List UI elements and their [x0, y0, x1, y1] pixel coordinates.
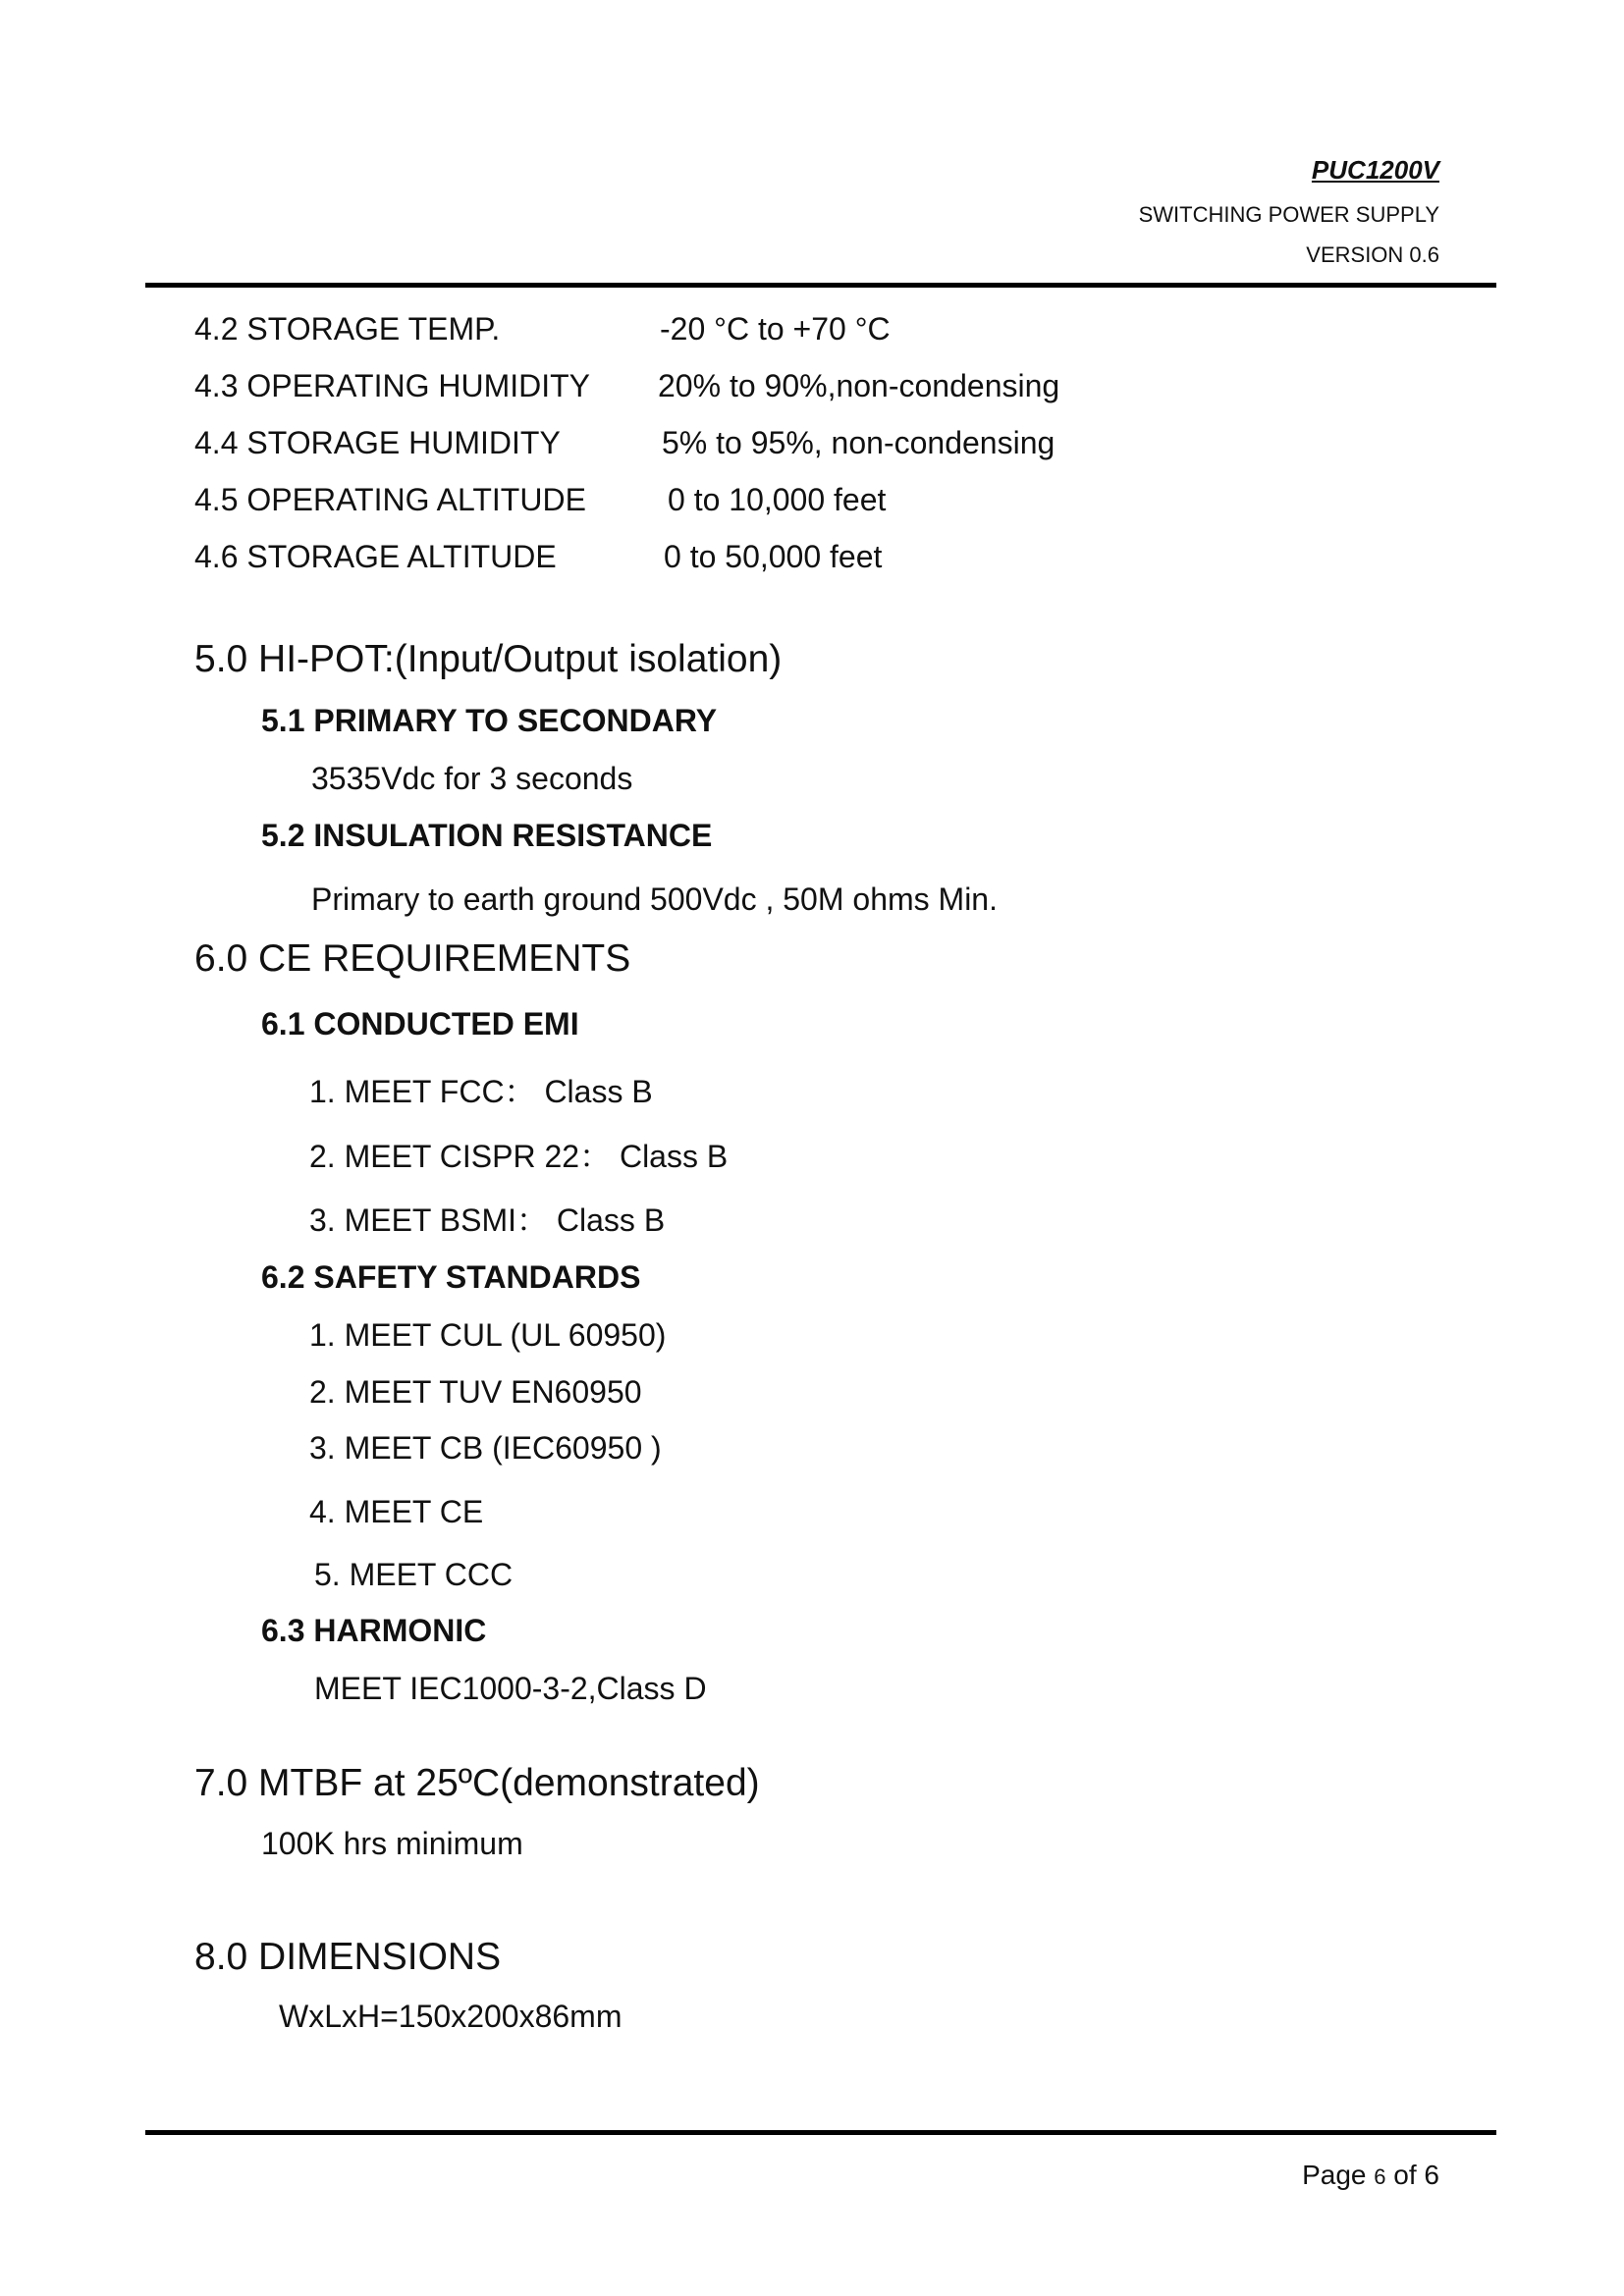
- subsection-title-harmonic: 6.3 HARMONIC: [261, 1613, 487, 1648]
- subsection-title-safety-standards: 6.2 SAFETY STANDARDS: [261, 1259, 641, 1295]
- document-version: VERSION 0.6: [1306, 242, 1439, 267]
- footer-rule: [145, 2130, 1496, 2135]
- emi-item: 2. MEET CISPR 22： Class B: [309, 1139, 729, 1174]
- spec-label-operating-altitude: 4.5 OPERATING ALTITUDE: [194, 482, 586, 517]
- spec-value-storage-temp: -20 °C to +70 °C: [660, 311, 891, 347]
- mtbf-value: 100K hrs minimum: [261, 1826, 523, 1861]
- subsection-title-primary-secondary: 5.1 PRIMARY TO SECONDARY: [261, 703, 718, 738]
- section-title-hipot: 5.0 HI-POT:(Input/Output isolation): [194, 638, 783, 680]
- document-subtitle: SWITCHING POWER SUPPLY: [1138, 202, 1439, 227]
- harmonic-value: MEET IEC1000-3-2,Class D: [314, 1671, 707, 1706]
- spec-value-operating-humidity: 20% to 90%,non-condensing: [658, 368, 1060, 403]
- page-prefix: Page: [1302, 2160, 1375, 2190]
- spec-label-storage-altitude: 4.6 STORAGE ALTITUDE: [194, 539, 557, 574]
- spec-label-storage-temp: 4.2 STORAGE TEMP.: [194, 311, 501, 347]
- subsection-title-conducted-emi: 6.1 CONDUCTED EMI: [261, 1006, 579, 1041]
- section-title-dimensions: 8.0 DIMENSIONS: [194, 1936, 502, 1978]
- spec-value-storage-humidity: 5% to 95%, non-condensing: [662, 425, 1056, 460]
- safety-item: 1. MEET CUL (UL 60950): [309, 1317, 667, 1353]
- safety-item: 2. MEET TUV EN60950: [309, 1374, 642, 1410]
- page-number: [1302, 2160, 1439, 2191]
- safety-item: 3. MEET CB (IEC60950 ): [309, 1430, 662, 1466]
- current-page: 6: [1374, 2164, 1386, 2189]
- emi-item: 1. MEET FCC： Class B: [309, 1074, 653, 1109]
- header-rule: [145, 283, 1496, 288]
- safety-item: 4. MEET CE: [309, 1494, 484, 1529]
- hipot-primary-secondary-value: 3535Vdc for 3 seconds: [311, 761, 633, 796]
- spec-value-storage-altitude: 0 to 50,000 feet: [664, 539, 883, 574]
- spec-label-operating-humidity: 4.3 OPERATING HUMIDITY: [194, 368, 591, 403]
- section-title-ce-requirements: 6.0 CE REQUIREMENTS: [194, 937, 631, 980]
- dimensions-value: WxLxH=150x200x86mm: [279, 1999, 623, 2034]
- total-pages: 6: [1424, 2160, 1439, 2190]
- safety-item: 5. MEET CCC: [314, 1557, 514, 1592]
- document-model: PUC1200V: [1311, 155, 1439, 185]
- insulation-resistance-value: Primary to earth ground 500Vdc , 50M ohms Min.: [311, 881, 998, 917]
- page-middle: of: [1385, 2160, 1425, 2190]
- subsection-title-insulation-resistance: 5.2 INSULATION RESISTANCE: [261, 818, 713, 853]
- spec-value-operating-altitude: 0 to 10,000 feet: [668, 482, 887, 517]
- spec-label-storage-humidity: 4.4 STORAGE HUMIDITY: [194, 425, 561, 460]
- section-title-mtbf: 7.0 MTBF at 25ºC(demonstrated): [194, 1762, 760, 1804]
- emi-item: 3. MEET BSMI： Class B: [309, 1202, 666, 1238]
